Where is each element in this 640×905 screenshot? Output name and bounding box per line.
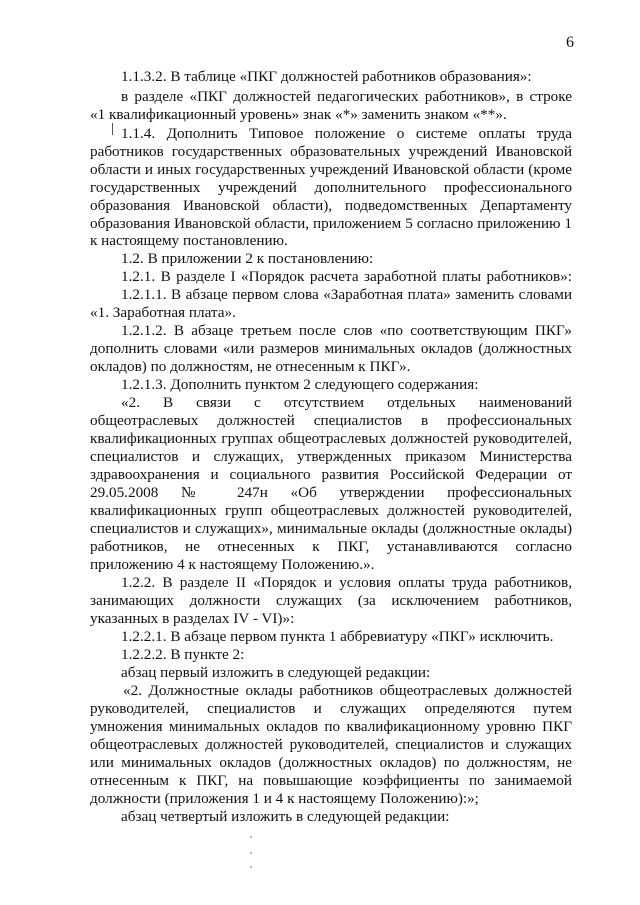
text-line: окладов) по должностям, не отнесенным к ПКГ». bbox=[90, 358, 411, 375]
text-line: умножения минимальных окладов по квалификационному уровню ПКГ bbox=[90, 718, 572, 735]
text-line: 1.2.1. В разделе I «Порядок расчета заработной платы работников»: bbox=[121, 268, 572, 285]
text-line: 1.1.4. Дополнить Типовое положение о системе оплаты труда bbox=[121, 125, 572, 142]
text-line: 1.2.1.3. Дополнить пунктом 2 следующего содержания: bbox=[121, 376, 479, 393]
text-line: специалистов и служащих», минимальные оклады (должностные оклады) bbox=[90, 520, 572, 537]
text-line: работников, не отнесенных к ПКГ, устанавливаются согласно bbox=[90, 538, 572, 555]
text-line: или минимальных окладов (должностных окладов) по должностям, не bbox=[90, 754, 572, 771]
text-line: указанных в разделах IV - VI)»: bbox=[90, 610, 295, 627]
text-line: 29.05.2008 № 247н «Об утверждении профессиональных bbox=[90, 484, 572, 501]
text-line: специалистов и служащих, утвержденных приказом Министерства bbox=[90, 448, 572, 465]
text-line: общеотраслевых должностей специалистов в профессиональных bbox=[90, 412, 572, 429]
text-line: отнесенным к ПКГ, на повышающие коэффициенты по занимаемой bbox=[90, 772, 572, 789]
text-line: 1.2.1.2. В абзаце третьем после слов «по соответствующим ПКГ» bbox=[121, 322, 572, 339]
text-line: 1.2. В приложении 2 к постановлению: bbox=[121, 250, 374, 267]
text-line: 1.1.3.2. В таблице «ПКГ должностей работников образования»: bbox=[121, 68, 532, 85]
margin-mark bbox=[112, 123, 113, 135]
scan-speck bbox=[250, 836, 252, 838]
text-line: области и иных государственных учреждений Ивановской области (кроме bbox=[90, 161, 572, 178]
text-line: дополнить словами «или размеров минимальных окладов (должностных bbox=[90, 340, 572, 357]
scan-speck bbox=[250, 852, 252, 854]
text-line: «1. Заработная плата». bbox=[90, 304, 236, 321]
text-line: «1 квалификационный уровень» знак «*» заменить знаком «**». bbox=[90, 106, 507, 123]
text-line: в разделе «ПКГ должностей педагогических работников», в строке bbox=[121, 88, 572, 105]
text-line: образования Ивановской области), подведомственных Департаменту bbox=[90, 197, 572, 214]
text-line: квалификационных группах общеотраслевых должностей руководителей, bbox=[90, 430, 572, 447]
text-line: 1.2.2. В разделе II «Порядок и условия оплаты труда работников, bbox=[121, 574, 572, 591]
text-line: к настоящему постановлению. bbox=[90, 232, 288, 249]
text-line: квалификационных групп общеотраслевых должностей руководителей, bbox=[90, 502, 572, 519]
text-line: руководителей, специалистов и служащих определяются путем bbox=[90, 700, 572, 717]
text-line: здравоохранения и социального развития Российской Федерации от bbox=[90, 466, 572, 483]
text-line: 1.2.2.2. В пункте 2: bbox=[121, 646, 245, 663]
scan-speck bbox=[250, 866, 252, 868]
text-line: занимающих должности служащих (за исключением работников, bbox=[90, 592, 572, 609]
text-line: абзац четвертый изложить в следующей редакции: bbox=[121, 808, 450, 825]
text-line: 1.2.1.1. В абзаце первом слова «Заработная плата» заменить словами bbox=[121, 286, 572, 303]
text-line: должности (приложения 1 и 4 к настоящему Положению):»; bbox=[90, 790, 479, 807]
text-line: государственных учреждений дополнительного профессионального bbox=[90, 179, 572, 196]
text-line: «2. В связи с отсутствием отдельных наименований bbox=[121, 394, 572, 411]
page-number: 6 bbox=[566, 34, 574, 51]
text-line: абзац первый изложить в следующей редакции: bbox=[121, 664, 431, 681]
text-line: образования Ивановской области, приложением 5 согласно приложению 1 bbox=[90, 215, 572, 232]
text-line: общеотраслевых должностей руководителей, специалистов и служащих bbox=[90, 736, 572, 753]
text-line: работников государственных образовательных учреждений Ивановской bbox=[90, 143, 572, 160]
text-line: 1.2.2.1. В абзаце первом пункта 1 аббревиатуру «ПКГ» исключить. bbox=[121, 628, 554, 645]
text-line: «2. Должностные оклады работников общеотраслевых должностей bbox=[123, 682, 572, 699]
text-line: приложению 4 к настоящему Положению.». bbox=[90, 556, 375, 573]
